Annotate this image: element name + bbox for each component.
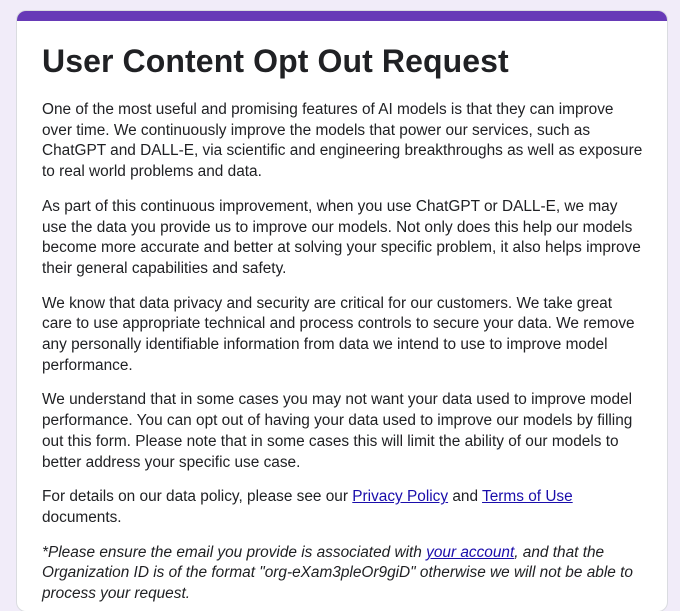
policy-links-paragraph (42, 487, 643, 528)
page-title: User Content Opt Out Request (42, 43, 509, 79)
note-prefix-text: *Please ensure the email you provide is associated with (42, 543, 427, 561)
opt-out-paragraph: We understand that in some cases you may not want your data used to improve model performance. You can opt out of having your data used to improve our models by filling out this form. Please note that in some cases this will limit the ability of our models to better address your specific use case. (42, 391, 633, 471)
form-accent-bar (17, 11, 667, 21)
form-card (17, 11, 667, 611)
intro-paragraph: One of the most useful and promising features of AI models is that they can improve over time. We continuously improve the models that power our services, such as ChatGPT and DALL-E, via scientific and engineering breakthroughs as well as exposure to real world problems and data. (42, 101, 643, 181)
terms-of-use-link[interactable]: Terms of Use (482, 488, 573, 506)
your-account-link[interactable]: your account (426, 543, 515, 561)
form-description (17, 21, 667, 605)
policy-and-text: and (448, 488, 483, 506)
note-suffix-text: , and that the Organization ID is of the format "org-eXam3pleOr9giD" otherwise we will not be able to process your request. (42, 543, 633, 603)
privacy-policy-link[interactable]: Privacy Policy (352, 488, 449, 506)
policy-suffix-text: documents. (42, 508, 122, 526)
privacy-paragraph: We know that data privacy and security are critical for our customers. We take great care to use appropriate technical and process controls to secure your data. We remove any personally identifiable information from data we intend to use to improve model performance. (42, 294, 635, 374)
data-usage-paragraph: As part of this continuous improvement, when you use ChatGPT or DALL-E, we may use the data you provide us to improve our models. Not only does this help our models become more accurate and better at solving your specific problem, it also helps improve their general capabilities and safety. (42, 197, 641, 277)
policy-prefix-text: For details on our data policy, please see our (42, 488, 353, 506)
email-note-paragraph (42, 543, 643, 605)
